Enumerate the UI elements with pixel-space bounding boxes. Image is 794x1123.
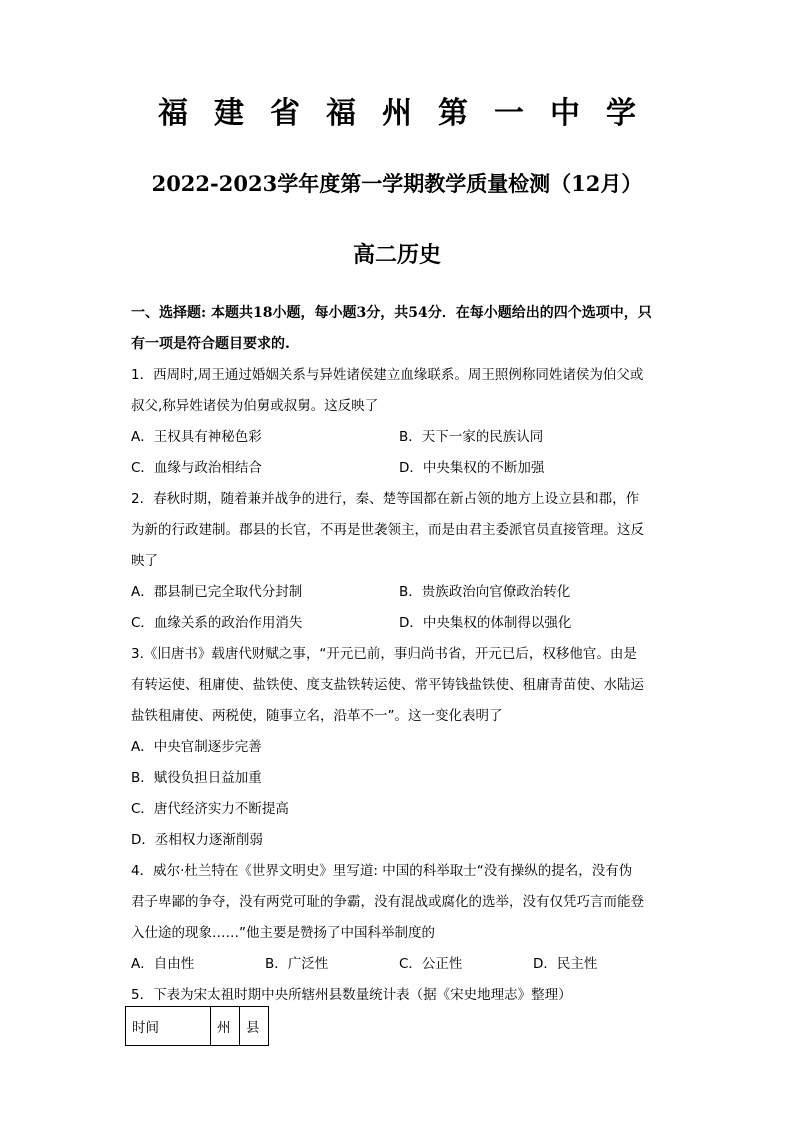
subject-title: 高二历史 <box>352 242 441 268</box>
option-d: D．中央集权的体制得以强化 <box>399 615 572 631</box>
question-4 <box>131 856 667 980</box>
county-table <box>125 1006 269 1046</box>
question-2-line: 为新的行政建制。郡县的长官，不再是世袭领主，而是由君主委派官员直接管理。这反 <box>131 522 644 538</box>
table-header-xian: 县 <box>240 1007 269 1046</box>
option-c: C．血缘与政治相结合 <box>131 460 262 476</box>
question-4-line: 君子卑鄙的争夺，没有两党可耻的争霸，没有混战或腐化的选举，没有仅凭巧言而能登 <box>131 894 644 910</box>
question-3 <box>131 639 667 856</box>
option-d: D．丞相权力逐渐削弱 <box>131 832 263 848</box>
question-2-line: 映了 <box>131 553 158 569</box>
question-content <box>131 298 667 1011</box>
option-c: C．唐代经济实力不断提高 <box>131 801 289 817</box>
question-3-line: 有转运使、租庸使、盐铁使、度支盐铁转运使、常平铸钱盐铁使、租庸青苗使、水陆运 <box>131 677 644 693</box>
question-3-line: 盐铁租庸使、两税使，随事立名，沿革不一”。这一变化表明了 <box>131 708 503 724</box>
table-header-time: 时间 <box>126 1007 211 1046</box>
option-d: D．民主性 <box>533 956 598 972</box>
question-3-line: 3.《旧唐书》载唐代财赋之事，“开元已前，事归尚书省，开元已后，权移他官。由是 <box>131 646 637 662</box>
question-2-options <box>131 608 667 639</box>
option-a: A．王权具有神秘色彩 <box>131 429 262 445</box>
exam-title: 2022-2023学年度第一学期教学质量检测（12月） <box>151 171 643 196</box>
question-5-line: 5．下表为宋太祖时期中央所辖州县数量统计表（据《宋史地理志》整理） <box>131 987 572 1003</box>
option-a: A．中央官制逐步完善 <box>131 739 262 755</box>
question-4-options <box>131 949 667 980</box>
option-b: B．贵族政治向官僚政治转化 <box>399 584 571 600</box>
question-1-line: 1．西周时,周王通过婚姻关系与异姓诸侯建立血缘联系。周王照例称同姓诸侯为伯父或 <box>131 367 644 383</box>
question-2-line: 2．春秋时期，随着兼并战争的进行，秦、楚等国都在新占领的地方上设立县和郡，作 <box>131 491 640 507</box>
option-b: B．广泛性 <box>265 956 329 972</box>
question-4-line: 入仕途的现象……”他主要是赞扬了中国科举制度的 <box>131 925 435 941</box>
question-1-line: 叔父,称异姓诸侯为伯舅或叔舅。这反映了 <box>131 398 379 414</box>
option-b: B．赋役负担日益加重 <box>131 770 262 786</box>
question-1-options <box>131 453 667 484</box>
option-b: B．天下一家的民族认同 <box>399 429 544 445</box>
question-1-options <box>131 422 667 453</box>
question-2 <box>131 484 667 639</box>
option-c: C．公正性 <box>399 956 463 972</box>
table-row <box>126 1007 269 1046</box>
question-4-line: 4．威尔·杜兰特在《世界文明史》里写道: 中国的科举取士“没有操纵的提名，没有伪 <box>131 863 633 879</box>
school-name: 福建省福州第一中学 <box>158 96 662 131</box>
question-1 <box>131 360 667 484</box>
table-header-zhou: 州 <box>211 1007 240 1046</box>
option-c: C．血缘关系的政治作用消失 <box>131 615 303 631</box>
option-d: D．中央集权的不断加强 <box>399 460 545 476</box>
option-a: A．自由性 <box>131 956 195 972</box>
question-2-options <box>131 577 667 608</box>
section-heading: 一、选择题: 本题共18小题，每小题3分，共54分．在每小题给出的四个选项中，只 有一项是符合题目要求的. <box>131 305 652 352</box>
option-a: A．郡县制已完全取代分封制 <box>131 584 303 600</box>
